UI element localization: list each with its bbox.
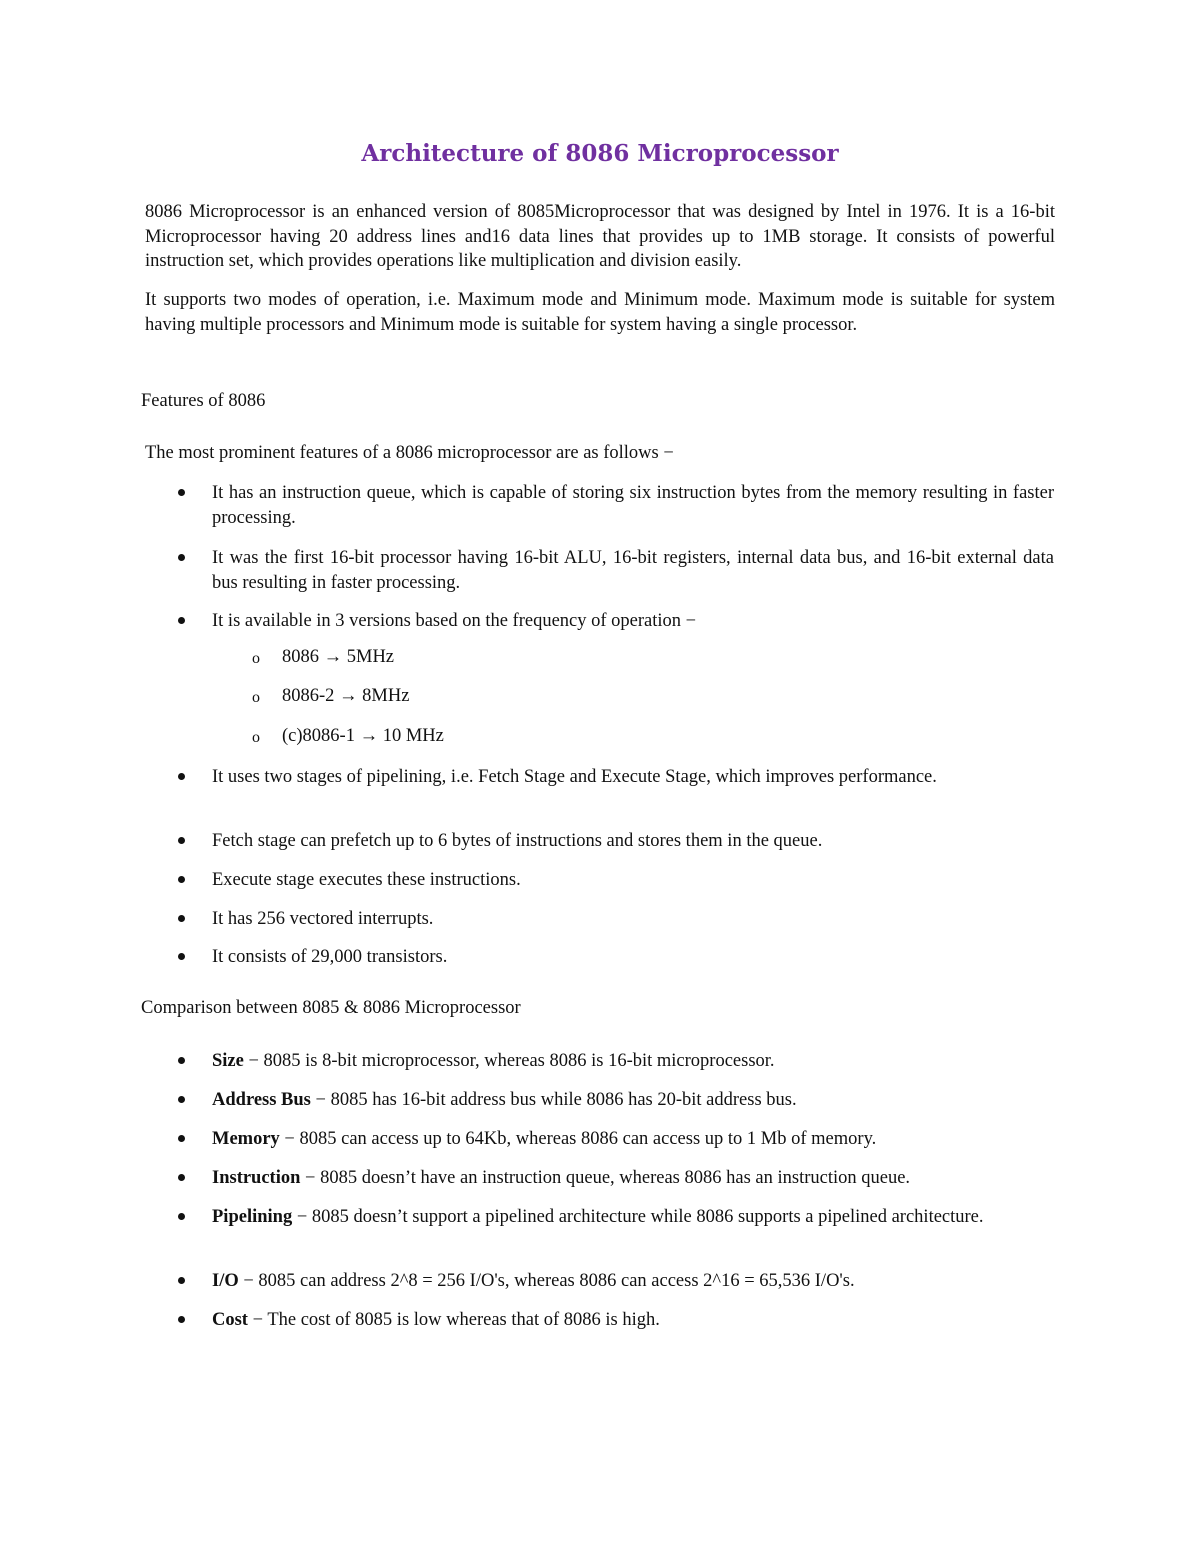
comparison-item [212,1269,1054,1294]
feature-item: It consists of 29,000 transistors. [212,947,448,967]
comparison-text: − 8085 is 8-bit microprocessor, whereas 8086 is 16-bit microprocessor. [243,1051,775,1071]
features-heading: Features of 8086 [141,391,266,411]
comparison-label: Cost [212,1310,248,1330]
sub-bullet-marker: o [252,650,260,667]
intro-paragraph: It supports two modes of operation, i.e. Maximum mode and Minimum mode. Maximum mode is suitable for system having multiple processors and Minimum mode is suitable for system having a single processor. [145,290,1055,335]
intro-paragraph: 8086 Microprocessor is an enhanced version of 8085Microprocessor that was designed by Intel in 1976. It is a 16-bit Microprocessor having 20 address lines and16 data lines that provides up to 1MB storage. It consists of powerful instruction set, which provides operations like multiplication and division easily. [145,202,1055,271]
comparison-item [212,1308,1054,1333]
version-item: (c)8086-1 → 10 MHz [282,726,444,746]
comparison-item [212,1166,1054,1191]
feature-item: Fetch stage can prefetch up to 6 bytes of instructions and stores them in the queue. [212,831,823,851]
comparison-label: Memory [212,1129,280,1149]
sub-bullet-marker: o [252,689,260,706]
feature-item: Execute stage executes these instructions. [212,870,521,890]
comparison-text: − 8085 has 16-bit address bus while 8086 has 20-bit address bus. [310,1090,797,1110]
comparison-label: Size [212,1051,244,1071]
version-item: 8086 → 5MHz [282,647,395,667]
feature-item: It has an instruction queue, which is capable of storing six instruction bytes from the memory resulting in faster processing. [212,483,1054,528]
comparison-item [212,1088,1054,1113]
comparison-text: − 8085 can address 2^8 = 256 I/O's, whereas 8086 can access 2^16 = 65,536 I/O's. [238,1271,855,1291]
comparison-text: − 8085 doesn’t support a pipelined architecture while 8086 supports a pipelined architecture. [292,1207,984,1227]
sub-bullet-marker: o [252,729,260,746]
feature-item: It was the first 16-bit processor having 16-bit ALU, 16-bit registers, internal data bus, and 16-bit external data bus resulting in faster processing. [212,548,1054,593]
page-title: Architecture of 8086 Microprocessor [361,140,839,167]
features-intro: The most prominent features of a 8086 microprocessor are as follows − [145,443,674,463]
comparison-label: I/O [212,1271,239,1291]
comparison-item [212,1127,1054,1152]
comparison-label: Address Bus [212,1090,311,1110]
comparison-text: − The cost of 8085 is low whereas that of 8086 is high. [247,1310,660,1330]
feature-item: It is available in 3 versions based on the frequency of operation − [212,611,697,631]
comparison-item [212,1205,1054,1230]
feature-item: It uses two stages of pipelining, i.e. Fetch Stage and Execute Stage, which improves performance. [212,767,937,787]
comparison-label: Instruction [212,1168,301,1188]
version-item: 8086-2 → 8MHz [282,686,410,706]
comparison-heading: Comparison between 8085 & 8086 Microprocessor [141,998,521,1018]
comparison-label: Pipelining [212,1207,293,1227]
comparison-item [212,1049,1054,1074]
comparison-text: − 8085 can access up to 64Kb, whereas 8086 can access up to 1 Mb of memory. [279,1129,877,1149]
comparison-text: − 8085 doesn’t have an instruction queue, whereas 8086 has an instruction queue. [300,1168,911,1188]
feature-item: It has 256 vectored interrupts. [212,909,434,929]
